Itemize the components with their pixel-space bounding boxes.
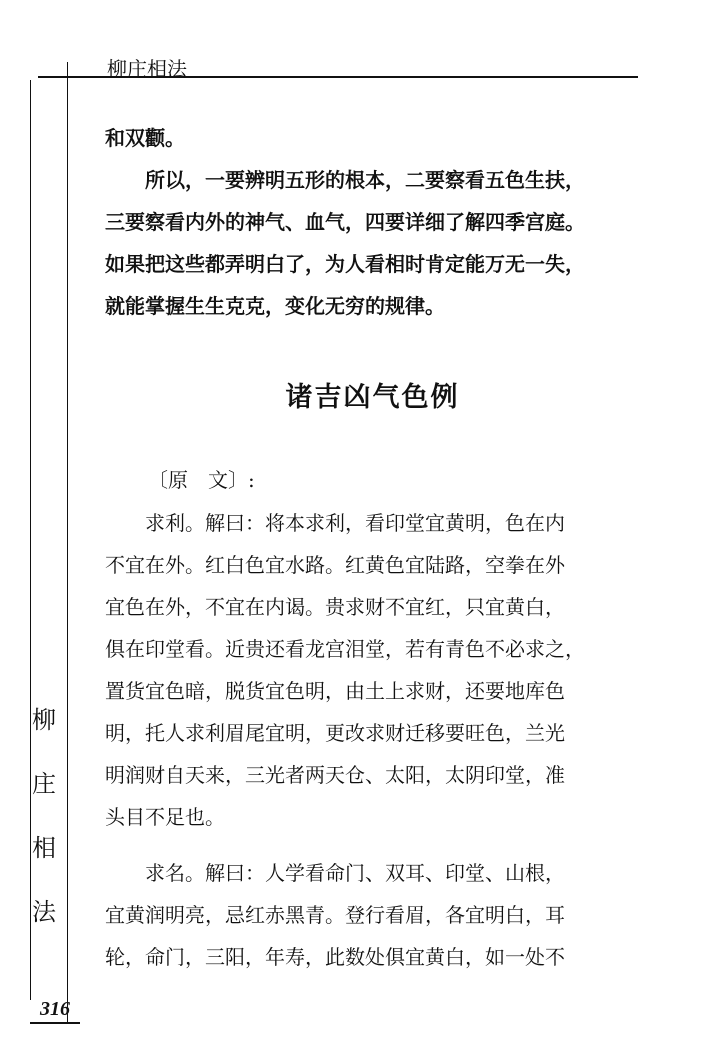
side-title-char: 法 xyxy=(32,898,56,926)
paragraph-line: 明，托人求利眉尾宜明，更改求财迁移要旺色，兰光 xyxy=(105,721,565,745)
side-title-char: 相 xyxy=(32,834,56,862)
paragraph-line: 不宜在外。红白色宜水路。红黄色宜陆路，空拳在外 xyxy=(105,553,565,577)
running-header-title: 柳庄相法 xyxy=(107,57,187,81)
paragraph-line: 宜色在外，不宜在内谒。贵求财不宜红，只宜黄白， xyxy=(105,595,565,619)
paragraph-line: 就能掌握生生克克，变化无穷的规律。 xyxy=(105,294,445,318)
paragraph-line: 宜黄润明亮，忌红赤黑青。登行看眉，各宜明白，耳 xyxy=(105,903,565,927)
paragraph-line: 求名。解曰：人学看命门、双耳、印堂、山根， xyxy=(105,861,565,885)
paragraph-line: 求利。解曰：将本求利，看印堂宜黄明，色在内 xyxy=(105,511,565,535)
paragraph-line: 如果把这些都弄明白了，为人看相时肯定能万无一失， xyxy=(105,252,585,276)
side-title-char: 柳 xyxy=(32,706,56,734)
side-running-title xyxy=(26,700,62,956)
side-title-char: 庄 xyxy=(32,770,56,798)
margin-rule-inner xyxy=(67,62,68,1024)
original-text-label: 〔原 文〕: xyxy=(148,468,255,492)
paragraph-line: 三要察看内外的神气、血气，四要详细了解四季宫庭。 xyxy=(105,210,585,234)
paragraph-line: 置货宜色暗，脱货宜色明，由土上求财，还要地库色 xyxy=(105,679,565,703)
paragraph-line: 明润财自天来，三光者两天仓、太阳，太阴印堂，准 xyxy=(105,763,565,787)
section-title: 诸吉凶气色例 xyxy=(285,382,460,413)
paragraph-line: 轮，命门，三阳，年寿，此数处俱宜黄白，如一处不 xyxy=(105,945,565,969)
page-number-rule xyxy=(30,1022,80,1024)
paragraph-line: 头目不足也。 xyxy=(105,805,225,829)
paragraph-line: 俱在印堂看。近贵还看龙宫泪堂，若有青色不必求之， xyxy=(105,637,585,661)
paragraph-line: 所以，一要辨明五形的根本，二要察看五色生扶， xyxy=(105,168,585,192)
paragraph-line: 和双颧。 xyxy=(105,126,185,150)
page-number: 316 xyxy=(40,998,70,1020)
